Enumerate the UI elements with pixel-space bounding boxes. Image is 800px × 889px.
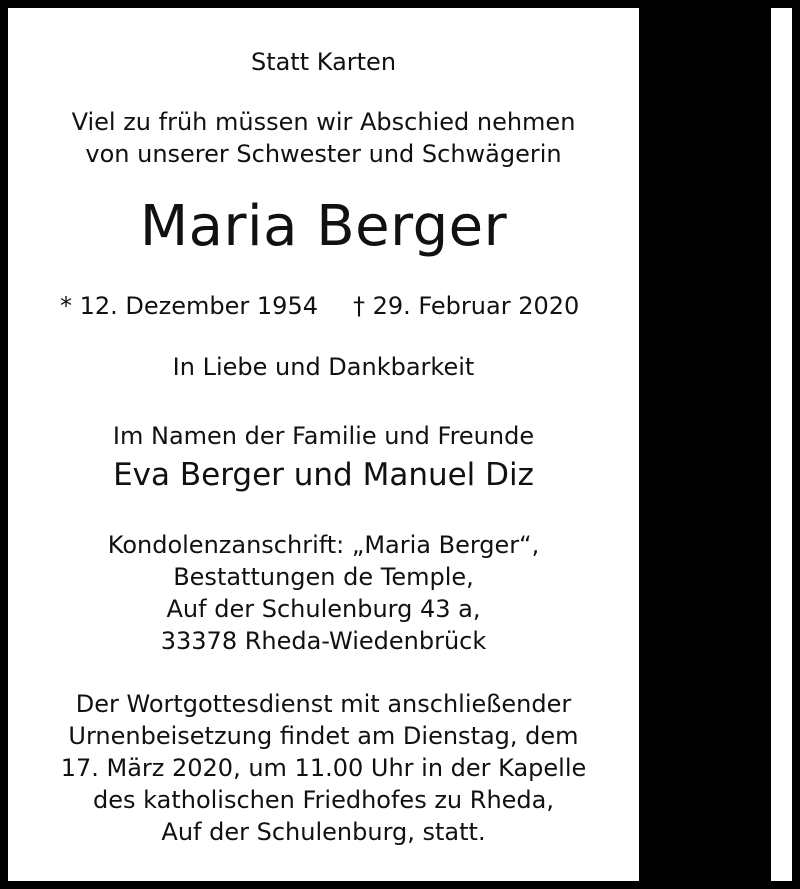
service-line-2: Urnenbeisetzung findet am Dienstag, dem [68,722,579,750]
birth-date: * 12. Dezember 1954 [60,292,318,320]
lead-line-2: von unserer Schwester und Schwägerin [85,140,562,168]
service-line-5: Auf der Schulenburg, statt. [161,818,486,846]
family-intro [8,420,639,452]
deceased-name-block [8,194,639,259]
service-line-3: 17. März 2020, um 11.00 Uhr in der Kapelle [60,754,587,782]
service-line-1: Der Wortgottesdienst mit anschließender [75,690,572,718]
service-info [8,688,639,848]
death-date: † 29. Februar 2020 [353,292,580,320]
intro-line: Statt Karten [250,48,397,76]
address-line-4: 33378 Rheda-Wiedenbrück [160,627,487,655]
address-line-1: Kondolenzanschrift: „Maria Berger“, [107,531,540,559]
condolence-address [8,529,639,657]
address-line-2: Bestattungen de Temple, [173,563,474,591]
obituary-notice [8,8,639,881]
family-names-line: Eva Berger und Manuel Diz [113,457,534,493]
service-line-4: des katholischen Friedhofes zu Rheda, [93,786,554,814]
closing-line: In Liebe und Dankbarkeit [172,353,475,381]
family-intro-line: Im Namen der Familie und Freunde [112,422,535,450]
intro-text [8,46,639,78]
family-names [8,457,639,493]
deceased-name: Maria Berger [139,194,508,259]
closing-text [8,351,639,383]
side-strip [771,8,792,881]
address-line-3: Auf der Schulenburg 43 a, [166,595,481,623]
lead-line-1: Viel zu früh müssen wir Abschied nehmen [71,108,576,136]
lead-text [8,106,639,170]
